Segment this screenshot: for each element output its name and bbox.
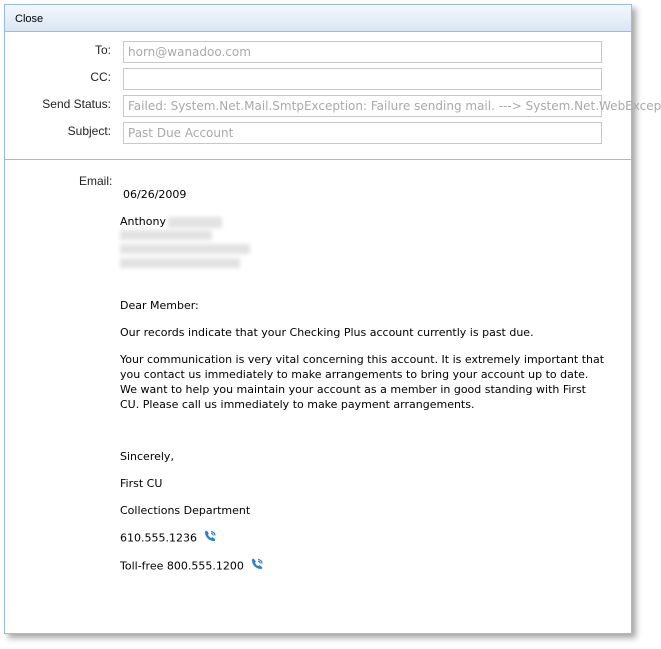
paragraph-1: Our records indicate that your Checking Plus account currently is past due. <box>120 326 534 339</box>
send-status-label: Send Status: <box>42 97 111 111</box>
email-header-form <box>5 32 661 160</box>
send-status-row <box>5 95 661 117</box>
paragraph-2: Your communication is very vital concerning this account. It is extremely important that you contact us immediately to make arrangements to bring your account up to date. We want to help you maintain your account as a member in good standing with First CU. Please call us immediately to make payment arrangements. <box>120 353 605 411</box>
to-row <box>5 41 631 63</box>
subject-row <box>5 122 631 144</box>
toll-free-line <box>120 558 264 575</box>
phone-call-icon[interactable] <box>250 558 264 575</box>
recipient-name-line <box>120 214 222 229</box>
cc-row <box>5 68 631 90</box>
toolbar <box>5 5 631 32</box>
toll-free-number: Toll-free 800.555.1200 <box>120 559 244 573</box>
send-status-field[interactable]: Failed: System.Net.Mail.SmtpException: Failure sending mail. ---> System.Net.WebExcep <box>123 95 602 117</box>
to-field[interactable]: horn@wanadoo.com <box>123 41 602 63</box>
email-label: Email: <box>79 174 113 188</box>
close-button[interactable]: Close <box>15 13 44 25</box>
email-body-area <box>5 160 631 634</box>
subject-label: Subject: <box>67 124 111 138</box>
email-date: 06/26/2009 <box>123 188 187 201</box>
org-name: First CU <box>120 477 163 490</box>
cc-label: CC: <box>90 70 111 84</box>
to-label: To: <box>94 43 111 57</box>
department: Collections Department <box>120 504 251 517</box>
redacted-address-block <box>120 230 250 268</box>
closing: Sincerely, <box>120 450 174 463</box>
phone-call-icon[interactable] <box>203 530 217 547</box>
cc-field[interactable] <box>123 68 602 90</box>
subject-field[interactable]: Past Due Account <box>123 122 602 144</box>
recipient-first-name: Anthony <box>120 215 166 228</box>
phone-number: 610.555.1236 <box>120 531 197 545</box>
email-detail-window <box>4 4 661 634</box>
redacted-last-name <box>168 217 222 228</box>
phone-line <box>120 530 217 547</box>
salutation: Dear Member: <box>120 299 199 312</box>
